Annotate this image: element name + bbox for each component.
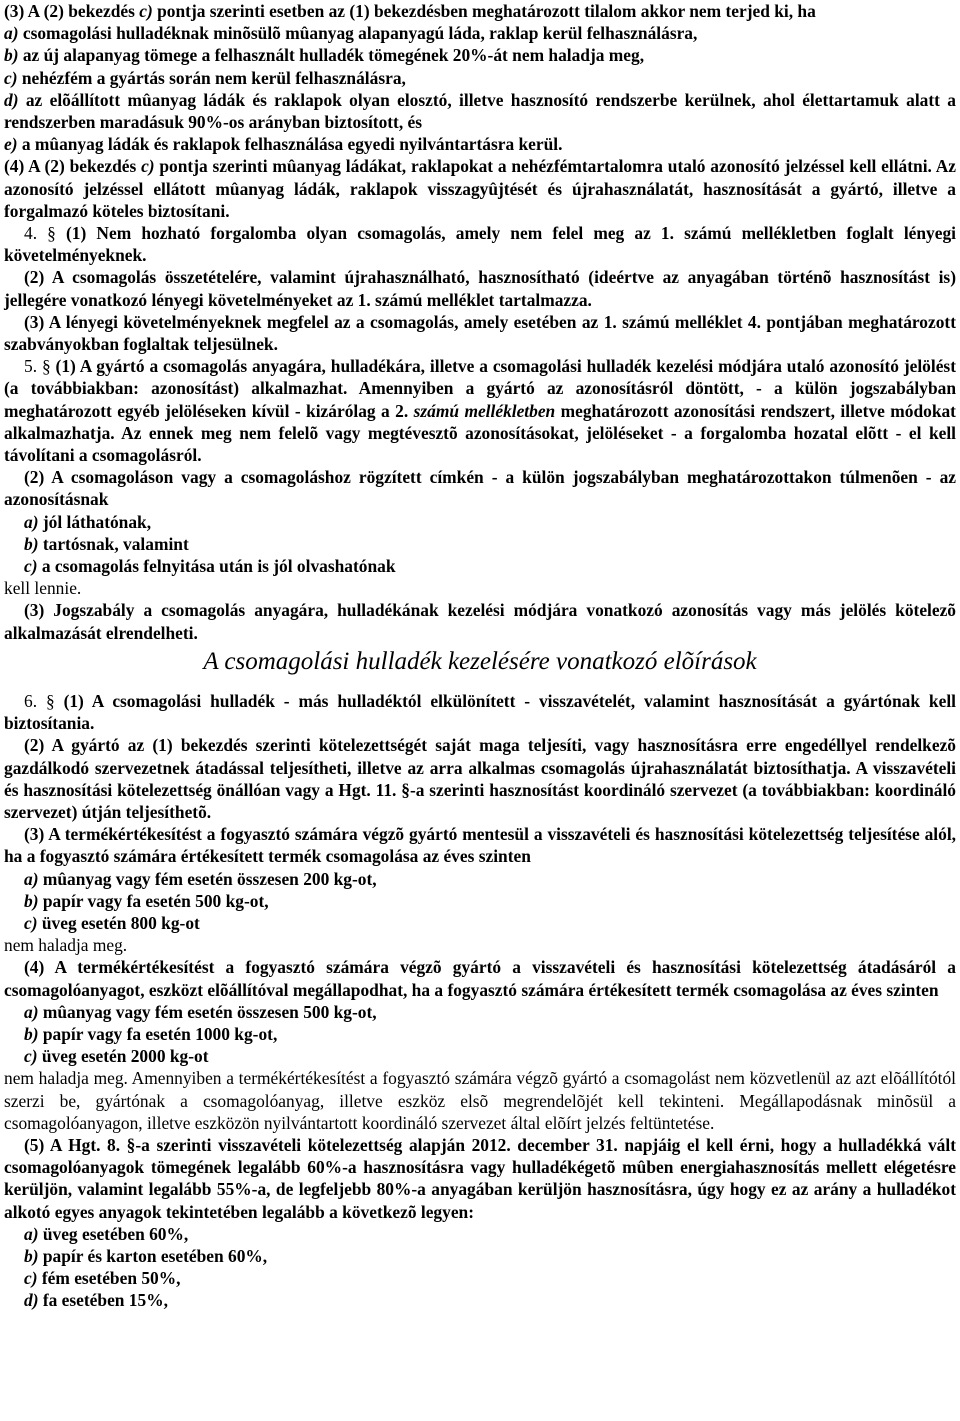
list-item-6-3a: a) mûanyag vagy fém esetén összesen 200 kg-ot, <box>24 868 377 889</box>
section-5-3: (3) Jogszabály a csomagolás anyagára, hulladékának kezelési módjára vonatkozó azonosítás vagy más jelölés kötelezõ alkalmazását elrendelheti. <box>4 600 956 643</box>
section-heading: A csomagolási hulladék kezelésére vonatkozó elõírások <box>203 647 757 675</box>
section-4-2: (2) A csomagolás összetételére, valamint újrahasználható, hasznosítható (ideértve az anyagában történõ hasznosítást is) jellegére vonatkozó lényegi követelményeket az 1. számú melléklet tartalmazza. <box>4 267 956 310</box>
paragraph-4: (4) A (2) bekezdés c) pontja szerinti mûanyag ládákat, raklapokat a nehézfémtartalomra utaló azonosító jelzéssel kell ellátni. Az azonosító jelzéssel ellátott mûanyag ládák, raklapok visszagyûjtését és újrahasználatát, hasznosítását a gyártó, illetve a forgalmazó köteles biztosítani. <box>4 156 957 221</box>
section-number: 5. § <box>24 356 51 377</box>
section-4-3: (3) A lényegi követelményeknek megfelel az a csomagolás, amely esetében az 1. számú melléklet 4. pontjában meghatározott szabványokban foglaltak teljesülnek. <box>4 311 956 355</box>
section-6-5: (5) A Hgt. 8. §-a szerinti visszavételi kötelezettség alapján 2012. december 31. napjáig el kell érni, hogy a hulladékká vált csomagolóanyagok tömegének legalább 60%-a hasznosításra vagy hulladékégetõ mûben energiahasznosítás mellett elégetésre kerüljön, valamint legalább 55%-a, de legfeljebb 80%-a anyagában kerüljön hasznosításra, úgy hogy ez az arány a hulladékot alkotó egyes anyagok tekintetében legalább a következõ legyen: <box>4 1134 956 1222</box>
list-item-3a: a) csomagolási hulladéknak minõsülõ mûanyag alapanyagú láda, raklap kerül felhasználásra, <box>4 23 698 44</box>
document-page <box>4 0 956 1312</box>
section-6-4: (4) A termékértékesítést a fogyasztó számára végzõ gyártó a visszavételi és hasznosítási kötelezettség átadásáról a csomagolóanyagot, eszközt elõállítóval megállapodhat, ha a fogyasztó számára értékesített termék csomagolása az éves szinten <box>4 957 956 1000</box>
list-item-5c: c) a csomagolás felnyitása után is jól olvashatónak <box>24 556 396 577</box>
list-item-6-5a: a) üveg esetében 60%, <box>24 1223 189 1244</box>
section-6-1: 6. § (1) A csomagolási hulladék - más hulladéktól elkülönített - visszavételét, valamint hasznosítását a gyártónak kell biztosítania. <box>4 690 956 734</box>
section-5-1: 5. § (1) A gyártó a csomagolás anyagára, hulladékára, illetve a csomagolási hulladék kezelési módjára utaló azonosító jelölést (a továbbiakban: azonosítást) alkalmazhat. Amennyiben a gyártó az azonosításról döntött, - a külön jogszabályban meghatározott egyéb jelöléseken kívül - kizárólag a 2. számú mellékletben meghatározott azonosítási rendszert, illetve módokat alkalmazhatja. Az ennek meg nem felelõ vagy megtévesztõ azonosításokat, jelöléseket - a forgalomba hozatal elõtt - el kell távolítani a csomagolásról. <box>4 356 956 466</box>
paragraph-3-2: (3) A (2) bekezdés c) pontja szerinti esetben az (1) bekezdésben meghatározott tilalom akkor nem terjed ki, ha <box>4 1 816 21</box>
list-item-6-5d: d) fa esetében 15%, <box>24 1290 168 1311</box>
section-4-1: 4. § (1) Nem hozható forgalomba olyan csomagolás, amely nem felel meg az 1. számú mellékletben foglalt lényegi követelményeknek. <box>4 223 956 266</box>
list-item-6-5c: c) fém esetében 50%, <box>24 1268 181 1289</box>
list-item-6-5b: b) papír és karton esetében 60%, <box>24 1245 268 1266</box>
list-item-6-4c: c) üveg esetén 2000 kg-ot <box>24 1046 209 1067</box>
list-item-6-4b: b) papír vagy fa esetén 1000 kg-ot, <box>24 1023 278 1044</box>
section-5-2-end: kell lennie. <box>4 578 82 599</box>
list-item-3d: d) az elõállított mûanyag ládák és raklapok olyan elosztó, illetve hasznosító rendszerbe kerülnek, ahol élettartamuk alatt a rendszerben maradásuk 90%-os arányban biztosított, és <box>4 89 956 133</box>
section-5-2: (2) A csomagoláson vagy a csomagoláshoz rögzített címkén - a külön jogszabályban meghatározottakon túlmenõen - az azonosításnak <box>4 467 956 510</box>
section-number: 4. § <box>24 223 56 244</box>
section-6-3: (3) A termékértékesítést a fogyasztó számára végzõ gyártó mentesül a visszavételi és hasznosítási kötelezettség teljesítése alól, ha a fogyasztó számára értékesített termék csomagolása az éves szinten <box>4 824 956 867</box>
list-item-5a: a) jól láthatónak, <box>24 511 152 532</box>
list-item-3c: c) nehézfém a gyártás során nem kerül felhasználásra, <box>4 67 406 88</box>
list-item-6-4a: a) mûanyag vagy fém esetén összesen 500 kg-ot, <box>24 1001 377 1022</box>
section-6-2: (2) A gyártó az (1) bekezdés szerinti kötelezettségét saját maga teljesíti, vagy hasznosításra erre engedéllyel rendelkezõ gazdálkodó szervezetnek átadással teljesítheti, illetve az arra alkalmas csomagolás újrahasználatát biztosíthatja. A visszavételi és hasznosítási kötelezettség önállóan vagy a Hgt. 11. §-a szerinti hasznosítást koordináló szervezet (a továbbiakban: koordináló szervezet) útján teljesíthetõ. <box>4 735 956 822</box>
list-item-3b: b) az új alapanyag tömege a felhasznált hulladék tömegének 20%-át nem haladja meg, <box>4 45 645 66</box>
list-item-6-3b: b) papír vagy fa esetén 500 kg-ot, <box>24 890 269 911</box>
section-6-4-end: nem haladja meg. Amennyiben a termékértékesítést a fogyasztó számára végzõ gyártó a csomagolást nem közvetlenül az azt elõállítótól szerzi be, gyártónak a csomagolóanyag, illetve eszköz elsõ megrendelõjét kell tekinteni. Megállapodásnak minõsül a csomagolóanyagon, illetve eszközön nyilvántartott koordináló szervezet által elõírt jelzés feltüntetése. <box>4 1068 956 1133</box>
list-item-6-3c: c) üveg esetén 800 kg-ot <box>24 912 200 933</box>
section-number: 6. § <box>24 690 55 711</box>
list-item-5b: b) tartósnak, valamint <box>24 533 189 554</box>
section-6-3-end: nem haladja meg. <box>4 935 128 956</box>
list-item-3e: e) a mûanyag ládák és raklapok felhasználása egyedi nyilvántartásra kerül. <box>4 134 563 155</box>
